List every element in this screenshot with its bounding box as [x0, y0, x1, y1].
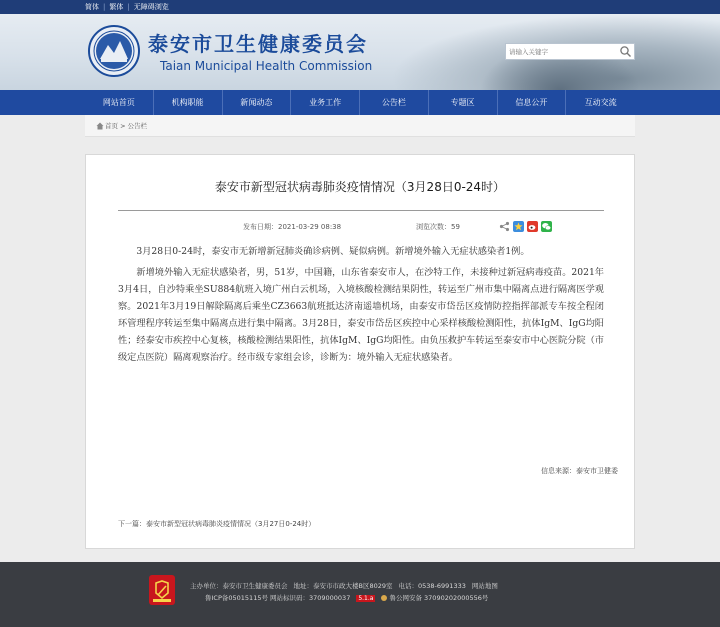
nav-item-topics[interactable]: 专题区: [429, 90, 498, 115]
breadcrumb: [85, 115, 635, 137]
nav-item-disclosure[interactable]: 信息公开: [498, 90, 567, 115]
article-title: 泰安市新型冠状病毒肺炎疫情情况（3月28日0-24时）: [214, 180, 506, 194]
site-footer: [0, 562, 720, 627]
info-source: 信息来源：泰安市卫健委: [541, 467, 618, 475]
nav-item-bulletin[interactable]: 公告栏: [360, 90, 429, 115]
wechat-icon[interactable]: [541, 221, 552, 232]
article-paragraph: 3月28日0-24时，泰安市无新增新冠肺炎确诊病例、疑似病例。新增境外输入无症状感染者1例。: [136, 246, 530, 257]
party-emblem-icon: [149, 575, 175, 605]
search-box: [505, 43, 635, 60]
breadcrumb-text[interactable]: 首页 > 公告栏: [105, 122, 148, 130]
top-utility-bar: [0, 0, 720, 14]
search-icon[interactable]: [619, 45, 632, 58]
search-input[interactable]: [509, 45, 614, 58]
qzone-star-icon[interactable]: [513, 221, 524, 232]
footer-info-line: [190, 581, 504, 590]
footer-police-record-link[interactable]: 鲁公网安备 37090202000556号: [389, 594, 489, 602]
main-navigation: [0, 90, 720, 115]
home-icon: [96, 122, 104, 130]
site-title-english: Taian Municipal Health Commission: [160, 59, 373, 73]
title-divider: [118, 210, 604, 211]
nav-item-news[interactable]: 新闻动态: [223, 90, 292, 115]
footer-sponsor: 主办单位：泰安市卫生健康委员会: [190, 582, 288, 590]
article-body: [118, 243, 604, 370]
footer-address: 地址：泰安市市政大楼B区8029室: [293, 582, 393, 590]
article-paragraph: 新增境外输入无症状感染者，男，51岁，中国籍，山东省泰安市人，在沙特工作，未接种过新冠病毒疫苗。2021年3月4日，自沙特乘坐SU884航班入境广州白云机场，入境核酸检测结果阴性，转运至广州市集中隔离点进行隔离医学观察。2021年3月19日解除隔离后乘坐CZ3663航班抵达济南遥墙机场，由泰安市岱岳区疫情防控指挥部派专车按全程闭环管理程序转运至集中隔离点进行集中隔离。3月28日，泰安市岱岳区疾控中心采样核酸检测阳性，抗体IgM、IgG均阳性；经泰安市疾控中心复核，核酸检测结果阳性，抗体IgM、IgG均阳性。由负压救护车转运至泰安市中心医院分院（市级定点医院）隔离观察治疗。经市级专家组会诊，诊断为：境外输入无症状感染者。: [118, 267, 604, 363]
footer-site-code: 网站标识码：3709000037: [269, 594, 351, 602]
divider: |: [127, 3, 130, 11]
national-emblem-icon: [88, 25, 140, 77]
weibo-icon[interactable]: [527, 221, 538, 232]
footer-phone: 电话：0538-6991333: [398, 582, 466, 590]
share-icon[interactable]: [499, 221, 510, 232]
site-banner: [0, 14, 720, 90]
divider: |: [103, 3, 106, 11]
nav-item-interaction[interactable]: 互动交流: [584, 98, 617, 107]
nav-item-functions[interactable]: 机构职能: [154, 90, 223, 115]
footer-sitemap-link[interactable]: 网站地图: [471, 582, 498, 590]
simplified-chinese-link[interactable]: 简体: [85, 3, 99, 11]
accessibility-link[interactable]: 无障碍浏览: [133, 3, 169, 11]
footer-registration-line: [205, 593, 494, 602]
nav-item-home[interactable]: 网站首页: [85, 90, 154, 115]
publish-date: 发布日期：2021-03-29 08:38: [243, 223, 342, 231]
next-article-link[interactable]: 下一篇：泰安市新型冠状病毒肺炎疫情情况（3月27日0-24时）: [118, 520, 316, 528]
share-buttons: [499, 220, 555, 232]
view-count: 浏览次数：59: [416, 223, 460, 231]
nav-item-business[interactable]: 业务工作: [291, 90, 360, 115]
article-panel: [85, 154, 635, 549]
police-badge-icon: [381, 595, 387, 601]
footer-icp-link[interactable]: 鲁ICP备05015115号: [205, 594, 268, 602]
language-links: [85, 1, 173, 13]
nav-items: [85, 90, 635, 115]
traditional-chinese-link[interactable]: 繁体: [109, 3, 124, 11]
government-site-badge[interactable]: 5.1.a: [358, 595, 374, 602]
site-title-chinese: 泰安市卫生健康委员会: [148, 32, 368, 56]
